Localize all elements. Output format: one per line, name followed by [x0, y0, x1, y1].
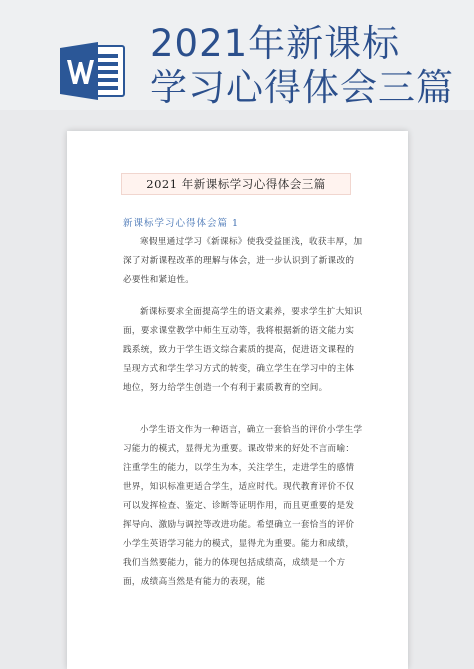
document-title-box: [121, 173, 351, 195]
banner-title: [150, 22, 454, 110]
document-title: 2021 年新课标学习心得体会三篇: [146, 177, 326, 191]
paragraph-1: 寒假里通过学习《新课标》使我受益匪浅，收获丰厚，加深了对新课程改革的理解与体会，进一步认识到了新课改的必要性和紧迫性。: [123, 237, 363, 285]
paragraph-3: 小学生语文作为一种语言，确立一套恰当的评价小学生学习能力的模式，显得尤为重要。课改带来的好处不言而喻：注重学生的能力，以学生为本，关注学生，走进学生的感情世界，知识标准更适合学生，适应时代。现代教育评价不仅可以发挥检查、鉴定、诊断等证明作用，而且更重要的是发挥导向、激励与调控等改进功能。希望确立一套恰当的评价小学生英语学习能力的模式，显得尤为重要。能力和成绩，我们当然要能力，能力的体现包括成绩高，成绩是一个方面，成绩高当然是有能力的表现，能: [123, 425, 363, 587]
paragraph-2: 新课标要求全面提高学生的语文素养，要求学生扩大知识面，要求课堂教学中师生互动等，我将根据新的语文能力实践系统，致力于学生语文综合素质的提高，促进语文课程的呈现方式和学生学习方式的转变，确立学生在学习中的主体地位，努力给学生创造一个有利于素质教育的空间。: [123, 307, 363, 393]
banner: [0, 0, 474, 110]
document-page: [67, 131, 408, 669]
word-icon: [58, 40, 128, 102]
section-heading: 新课标学习心得体会篇 1: [123, 218, 240, 229]
banner-title-line2: 学习心得体会三篇: [150, 66, 454, 109]
banner-title-line1: 2021年新课标: [150, 22, 401, 65]
